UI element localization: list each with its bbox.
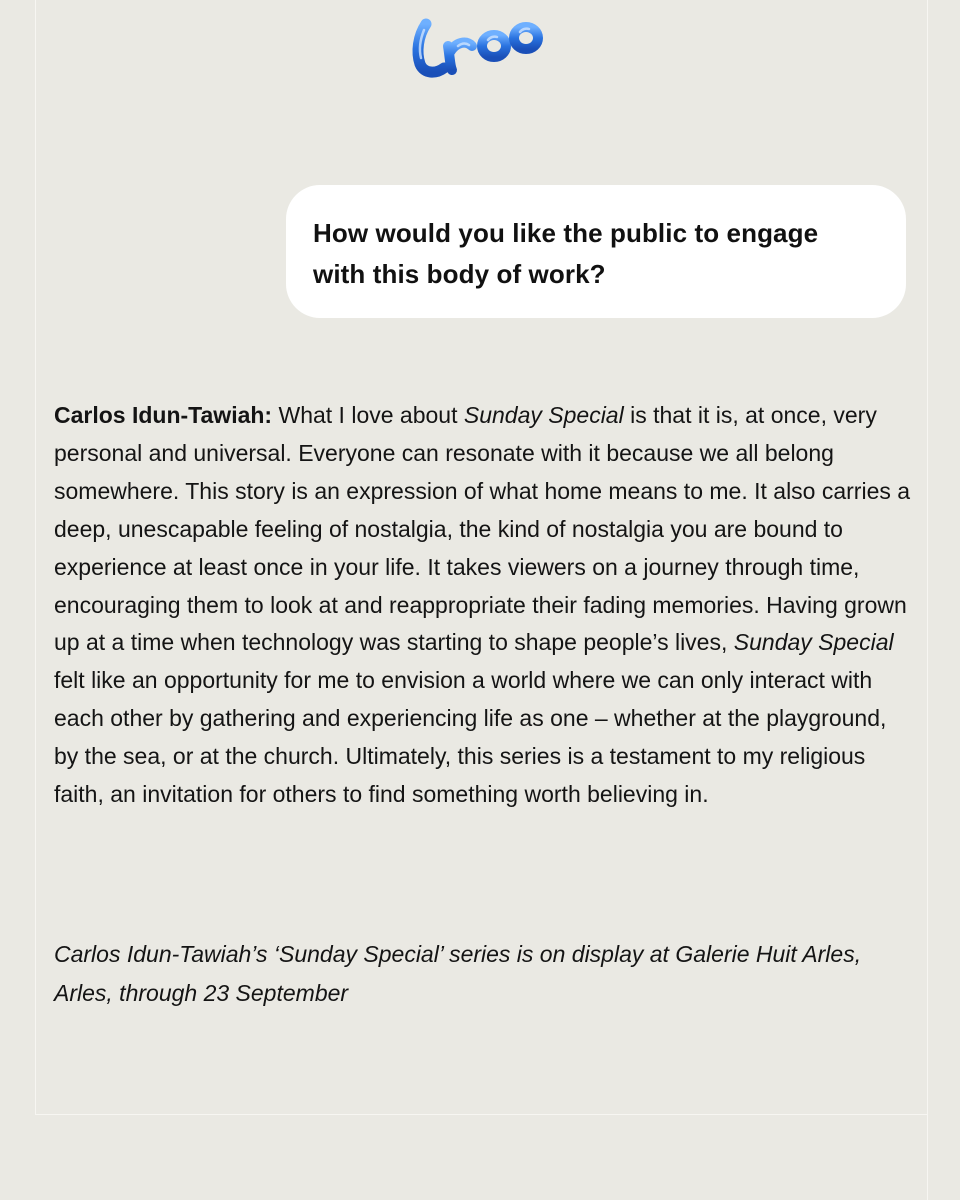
speaker-name: Carlos Idun-Tawiah: [54, 402, 273, 428]
question-text: How would you like the public to engage with this body of work? [313, 218, 819, 289]
exhibition-caption: Carlos Idun-Tawiah’s ‘Sunday Special’ series is on display at Galerie Huit Arles, Arles, through 23 September [54, 941, 862, 1006]
answer-text-1: What I love about [272, 402, 464, 428]
answer-text-2: is that it is, at once, very personal and universal. Everyone can resonate with it because we all belong somewhere. This story is an expression of what home means to me. It also carries a deep, unescapable feeling of nostalgia, the kind of nostalgia you are bound to experience at least once in your life. It takes viewers on a journey through time, encouraging them to look at and reappropriate their fading memories. Having grown up at a time when technology was starting to shape people’s lives, [54, 402, 911, 656]
frame-line-right [927, 0, 928, 1200]
frame-line-left [35, 0, 36, 1115]
question-bubble [286, 185, 906, 318]
series-title-2: Sunday Special [733, 629, 894, 656]
answer-paragraph [54, 397, 914, 814]
answer-text-3: felt like an opportunity for me to envision a world where we can only interact with each other by gathering and experiencing life as one – whether at the playground, by the sea, or at the church. Ultimately, this series is a testament to my religious faith, an invitation for others to find something worth believing in. [54, 667, 887, 808]
bubble-logo-icon [408, 12, 548, 84]
series-title-1: Sunday Special [463, 402, 624, 428]
frame-line-bottom [35, 1114, 928, 1115]
